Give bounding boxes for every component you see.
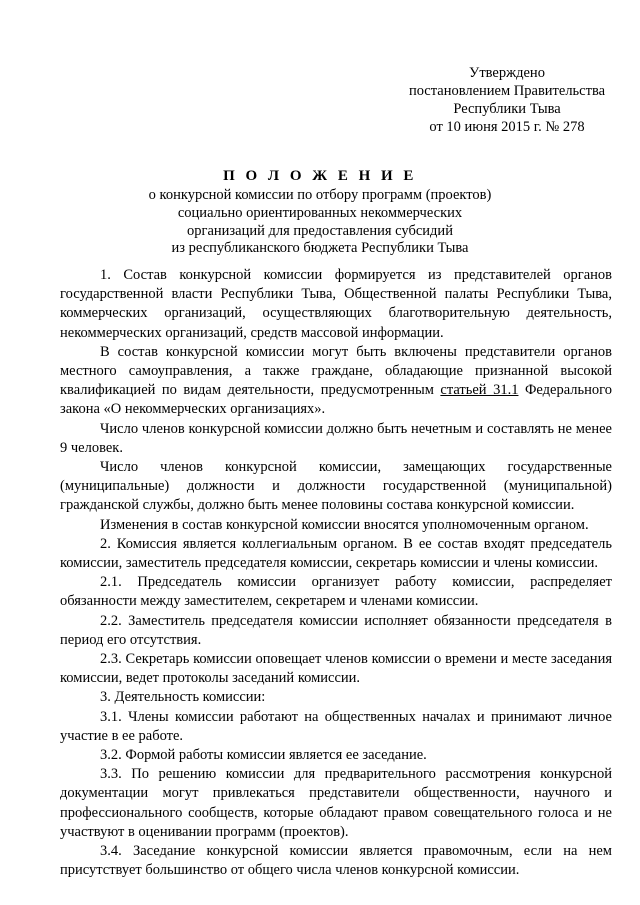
paragraph-3-1-members: 3.1. Члены комиссии работают на общественных началах и принимают личное участие в ее работе.	[60, 708, 612, 744]
document-heading	[95, 167, 545, 258]
approval-line-resolution: постановлением Правительства	[408, 83, 606, 99]
paragraph-3-activity: 3. Деятельность комиссии:	[100, 689, 266, 706]
paragraph-2-3-secretary: 2.3. Секретарь комиссии оповещает членов комиссии о времени и месте заседания комиссии, ведет протоколы заседаний комиссии.	[60, 651, 612, 687]
paragraph-text: Федерального закона «О некоммерческих организациях».	[60, 382, 612, 418]
paragraph-1-composition: 1. Состав конкурсной комиссии формируется из представителей органов государственной власти Республики Тыва, Общественной палаты Республики Тыва, коммерческих организаций, осуществляющих благотворительную деятельность, некоммерческих организаций, средств массовой информации.	[60, 267, 612, 341]
subtitle-line-2: социально ориентированных некоммерческих	[177, 204, 463, 221]
paragraph-2-collegial-body: 2. Комиссия является коллегиальным органом. В ее состав входят председатель комиссии, заместитель председателя комиссии, секретарь комиссии и члены комиссии.	[60, 535, 612, 572]
document-body	[60, 266, 612, 881]
subtitle-line-4: из республиканского бюджета Республики Тыва	[171, 240, 469, 257]
approval-line-date: от 10 июня 2015 г. № 278	[429, 119, 585, 135]
paragraph-3-2-form: 3.2. Формой работы комиссии является ее заседание.	[100, 747, 427, 764]
paragraph-3-4-quorum: 3.4. Заседание конкурсной комиссии является правомочным, если на нем присутствует большинство от общего числа членов конкурсной комиссии.	[60, 843, 612, 879]
law-article-link[interactable]: статьей 31.1	[440, 382, 519, 399]
paragraph-official-members: Число членов конкурсной комиссии, замещающих государственные (муниципальные) должности и должности государственной (муниципальной) гражданской службы, должно быть менее половины состава конкурсной комиссии.	[60, 459, 612, 514]
approval-stamp	[372, 64, 640, 136]
paragraph-2-1-chairman: 2.1. Председатель комиссии организует работу комиссии, распределяет обязанности между заместителем, секретарем и членами комиссии.	[60, 574, 612, 610]
paragraph-text: В состав конкурсной комиссии могут быть включены представители органов местного самоуправления, а также граждане, обладающие признанной высокой квалификацией по видам деятельности, предусмотренным	[60, 343, 612, 399]
paragraph-2-2-deputy: 2.2. Заместитель председателя комиссии исполняет обязанности председателя в период его отсутствия.	[60, 612, 612, 648]
paragraph-changes: Изменения в состав конкурсной комиссии вносятся уполномоченным органом.	[100, 516, 589, 533]
paragraph-member-count: Число членов конкурсной комиссии должно быть нечетным и составлять не менее 9 человек.	[60, 420, 612, 456]
approval-line-republic: Республики Тыва	[453, 101, 561, 117]
paragraph-3-3-experts: 3.3. По решению комиссии для предварительного рассмотрения конкурсной документации могут привлекаться представители общественности, научного и профессионального сообществ, которые обладают правом совещательного голоса и не участвуют в оценивании программ (проектов).	[60, 766, 612, 840]
subtitle-line-1: о конкурсной комиссии по отбору программ (проектов)	[148, 187, 492, 203]
paragraph-local-representatives	[60, 343, 612, 420]
document-title: П О Л О Ж Е Н И Е	[223, 168, 417, 184]
subtitle-line-3: организаций для предоставления субсидий	[187, 222, 453, 239]
approval-line-approved: Утверждено	[469, 65, 545, 81]
